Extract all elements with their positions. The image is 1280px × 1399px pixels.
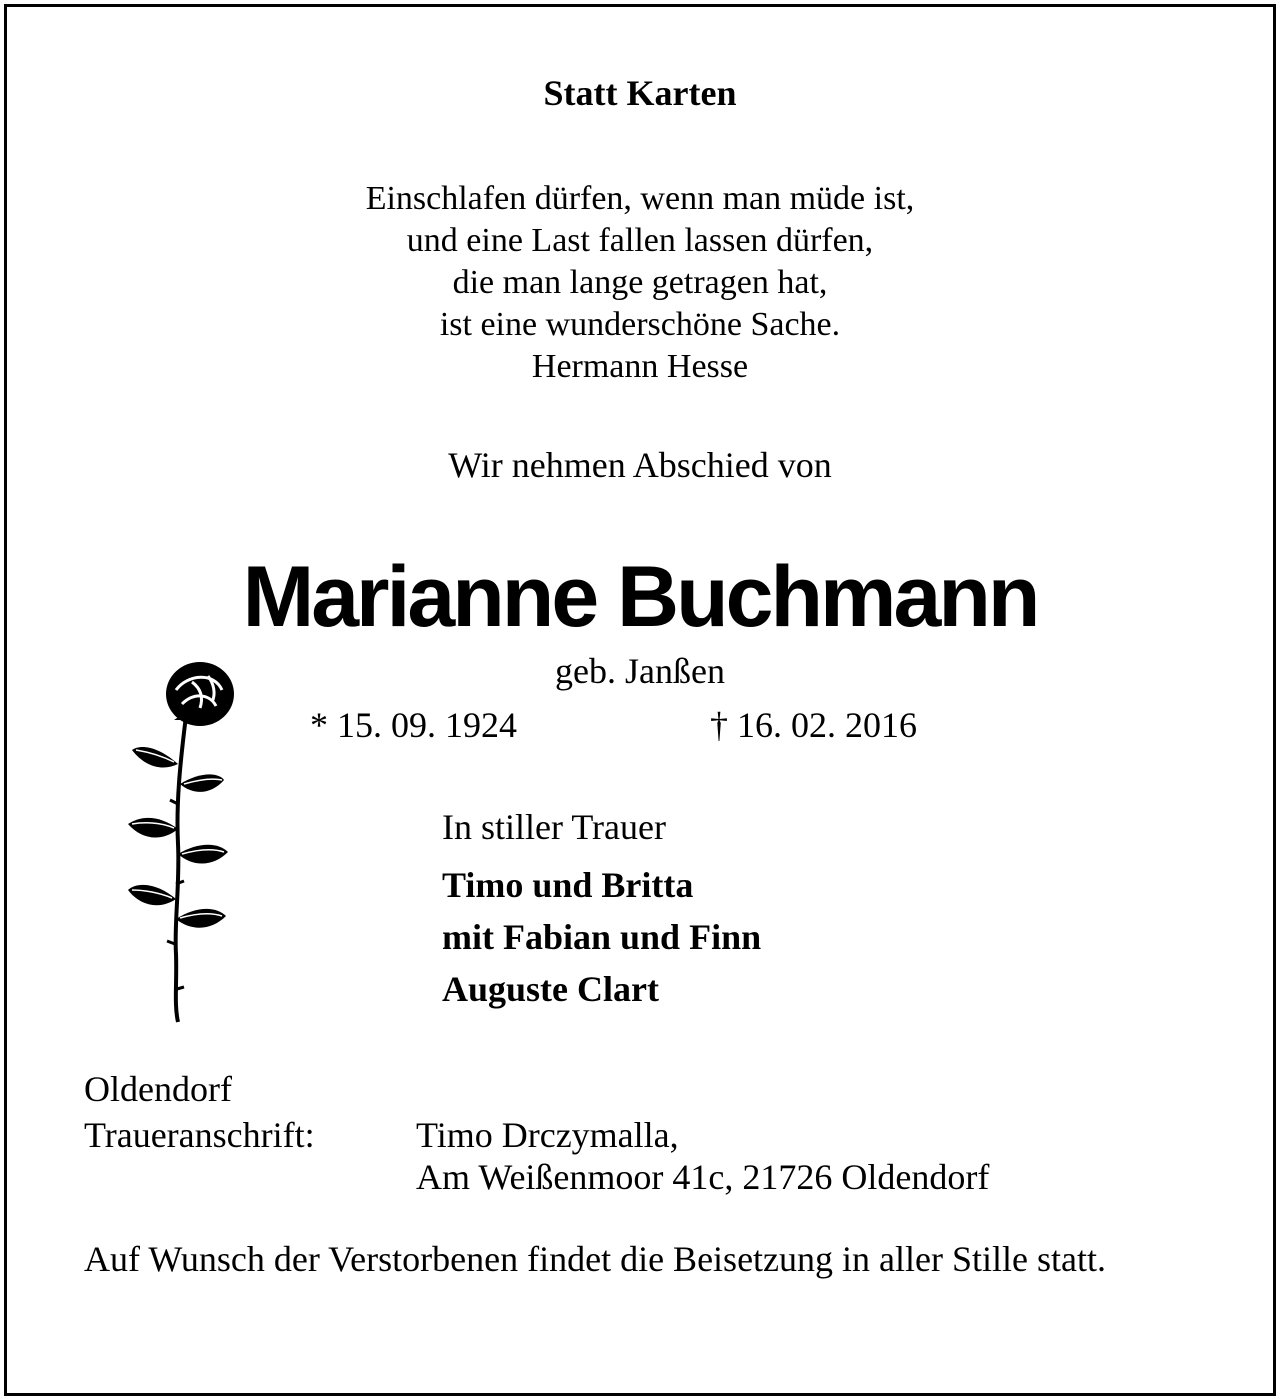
poem-quote [0,178,1280,388]
mourner-name: Timo und Britta [442,865,694,905]
mourner-name: mit Fabian und Finn [442,917,762,957]
birth-date: * 15. 09. 1924 [310,705,517,745]
address-name: Timo Drczymalla, [416,1115,679,1155]
farewell-intro: Wir nehmen Abschied von [448,445,832,485]
poem-line: die man lange getragen hat, [452,264,828,301]
poem-line: Einschlafen dürfen, wenn man müde ist, [365,180,915,217]
address-label: Traueranschrift: [84,1115,315,1155]
deceased-name: Marianne Buchmann [242,549,1038,645]
poem-line: und eine Last fallen lassen dürfen, [406,222,874,259]
mourner-name: Auguste Clart [442,969,659,1009]
mourning-intro: In stiller Trauer [442,807,666,847]
notice-heading: Statt Karten [543,73,737,113]
death-date: † 16. 02. 2016 [710,705,917,745]
address-street: Am Weißenmoor 41c, 21726 Oldendorf [416,1157,990,1197]
maiden-name: geb. Janßen [555,651,725,691]
poem-author: Hermann Hesse [531,348,749,385]
place-name: Oldendorf [84,1069,232,1109]
poem-line: ist eine wunderschöne Sache. [439,306,841,343]
burial-note: Auf Wunsch der Verstorbenen findet die Beisetzung in aller Stille statt. [84,1239,1106,1279]
rose-icon [118,654,248,1024]
